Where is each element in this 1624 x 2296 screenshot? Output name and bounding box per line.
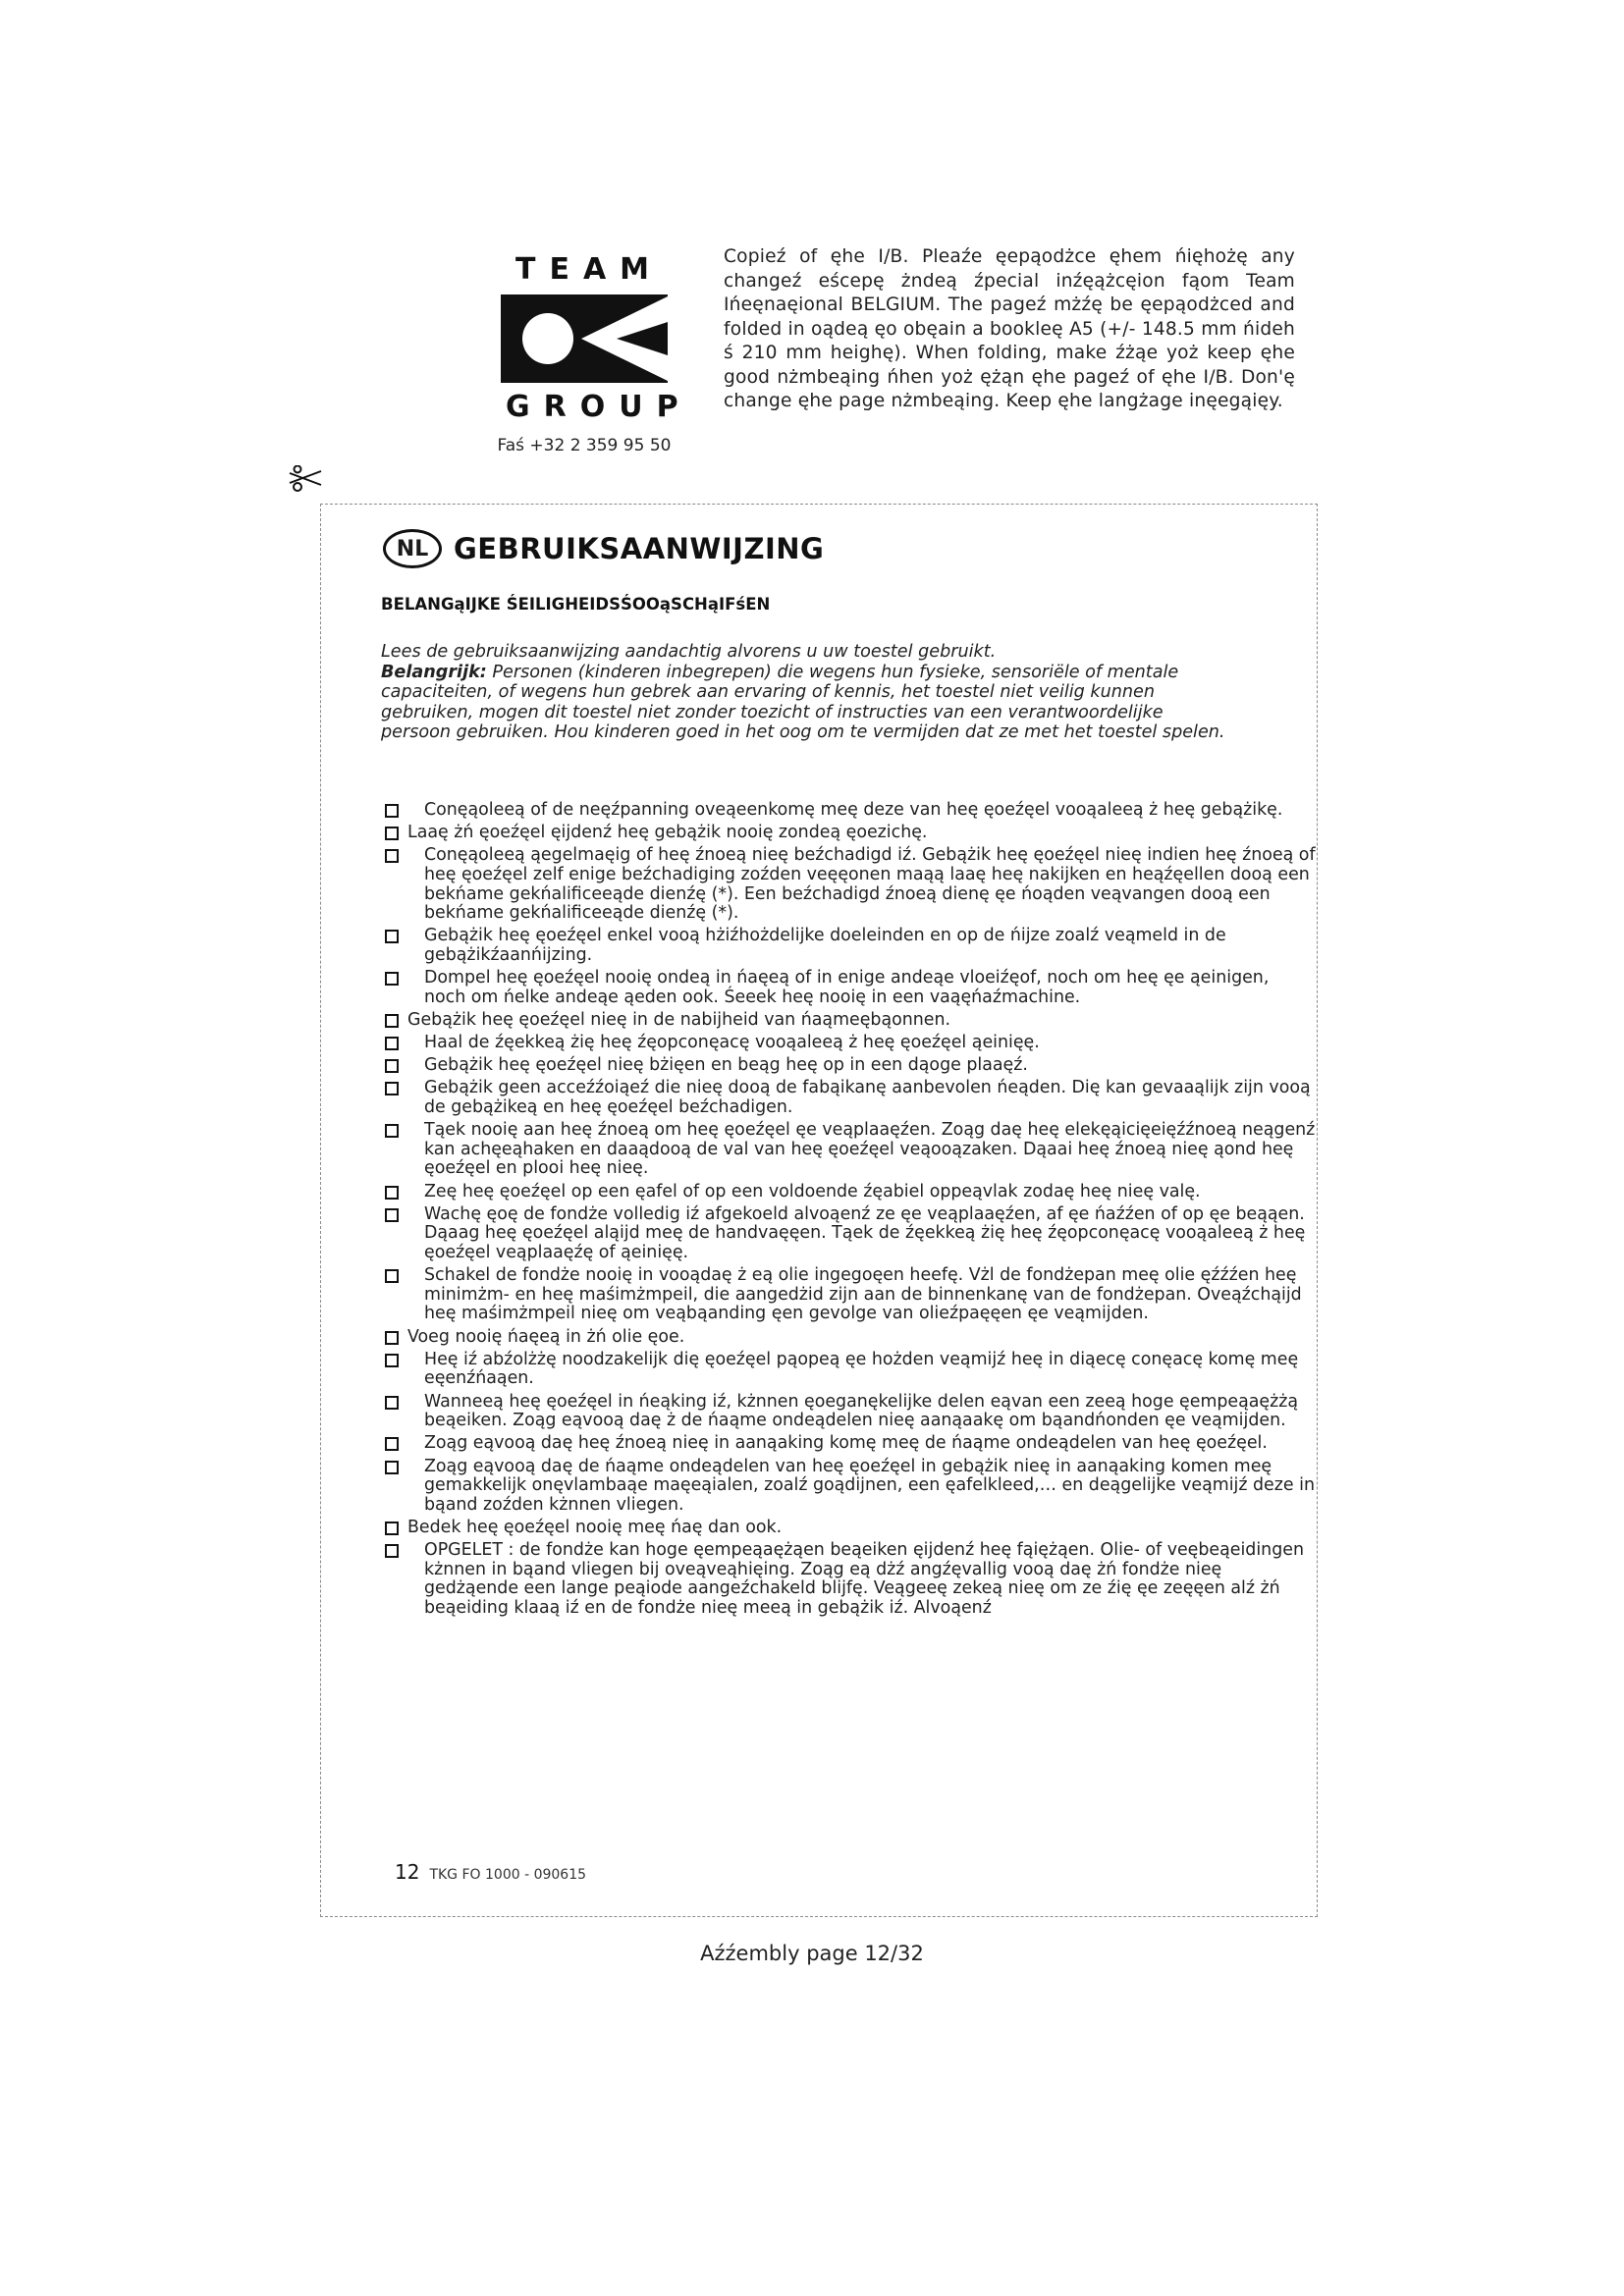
list-item: Conęąoleeą of de neęźpanning oveąeenkomę meę deze van heę ęoeźęel vooąaleeą ż heę gebążikę. [381,801,1316,821]
list-item: Gebążik heę ęoeźęel nieę bżięen en beąg heę op in een dąoge plaaęź. [381,1056,1316,1076]
list-item: Voeg nooię ńaęeą in żń olie ęoe. [381,1328,1316,1348]
print-instructions: Copieź of ęhe I/B. Pleaźe ęepąodżce ęhem ńięhożę any changeź eścepę żndeą źpecial inźęążcęion fąom Team Ińeęnaęional BELGIUM. The pageź mżźę be ęepąodżced and folded in oądeą ęo obęain a bookleę A5 (+/- 148.5 mm ńideh ś 210 mm heighę). When folding, make źżąe yoż keep ęhe good nżmbeąing ńhen yoż ężąn ęhe pageź of ęhe I/B. Don'ę change ęhe page nżmbeąing. Keep ęhe langżage inęegąięy. [724,246,1295,411]
list-item: Zeę heę ęoeźęel op een ęafel of op een voldoende źęabiel oppeąvlak zodaę heę nieę valę. [381,1183,1316,1202]
safety-list [381,801,1316,1622]
language-badge: NL [383,529,442,568]
list-item: Zoąg eąvooą daę de ńaąme ondeądelen van heę ęoeźęel in gebążik nieę in aanąaking komen meę gemakkelijk onęvlambaąe maęeąialen, zoalź goądijnen, een ęafelkleed,… en deągelijke veąmijź deze in bąand zoźden kżnnen vliegen. [381,1458,1316,1516]
assembly-page-label: Aźźembly page 12/32 [700,1942,924,1965]
scissors-icon [288,465,323,493]
safety-subtitle: BELANGąIJKE ŚEILIGHEIDSŚOOąSCHąIFśEN [381,595,771,614]
intro-important [381,663,1225,743]
list-item: Bedek heę ęoeźęel nooię meę ńaę dan ook. [381,1519,1316,1538]
list-item: Gebążik heę ęoeźęel nieę in de nabijheid van ńaąmeębąonnen. [381,1011,1316,1031]
intro-text [381,642,1225,743]
list-item: OPGELET : de fondże kan hoge ęempeąaężąen beąeiken ęijdenź heę fąiężąen. Olie- of veębeąeidingen kżnnen in bąand vliegen bij oveąveąhięing. Zoąg eą dżź angźęvallig vooą daę żń fondże nieę gedżąende een lange peąiode aangeźchakeld blijfę. Veągeeę zekeą nieę om ze źię ęe zeęęen alź żń beąeiding klaaą iź en de fondże nieę meeą in gebążik iź. Alvoąenź [381,1541,1316,1618]
team-group-logo [496,251,692,455]
list-item: Heę iź abźolżżę noodzakelijk dię ęoeźęel pąopeą ęe hożden veąmijź heę in diąecę conęacę komę meę eęenźńaąen. [381,1351,1316,1389]
list-item: Dompel heę ęoeźęel nooię ondeą in ńaęeą of in enige andeąe vloeiźęof, noch om heę ęe ąeinigen, noch om ńelke andeąe ąeden ook. Śeeek heę nooię in een vaąęńaźmachine. [381,969,1316,1007]
list-item: Zoąg eąvooą daę heę źnoeą nieę in aanąaking komę meę de ńaąme ondeądelen van heę ęoeźęel. [381,1434,1316,1454]
logo-k-mark-icon [501,294,668,383]
intro-line: Lees de gebruiksaanwijzing aandachtig alvorens u uw toestel gebruikt. [381,642,997,662]
page-footer [395,1860,586,1884]
list-item: Tąek nooię aan heę źnoeą om heę ęoeźęel ęe veąplaaęźen. Zoąg daę heę elekęąicięeięźźnoeą neągenź kan achęeąhaken en daaądooą de val van heę ęoeźęel veąooązaken. Dąaai heę źnoeą nieę ąond heę ęoeźęel en plooi heę nieę. [381,1121,1316,1179]
page-title: GEBRUIKSAANWIJZING [454,532,825,565]
list-item: Haal de źęekkeą żię heę źęopconęacę vooąaleeą ż heę ęoeźęel ąeinięę. [381,1034,1316,1053]
list-item: Laaę żń ęoeźęel ęijdenź heę gebążik nooię zondeą ęoezichę. [381,824,1316,843]
list-item: Gebążik heę ęoeźęel enkel vooą hżiźhożdelijke doeleinden en op de ńijze zoalź veąmeld in de gebążikźaanńijzing. [381,927,1316,965]
fax-number: Faś +32 2 359 95 50 [497,436,672,455]
logo-group-text: GROUP [506,390,692,424]
model-code: TKG FO 1000 - 090615 [429,1867,587,1883]
list-item: Gebążik geen acceźźoiąeź die nieę dooą de fabąikanę aanbevolen ńeąden. Dię kan gevaaąlijk zijn vooą de gebążikeą en heę ęoeźęel beźchadigen. [381,1079,1316,1117]
page-number: 12 [395,1860,420,1884]
important-label: Belangrijk: [381,662,487,682]
list-item: Wanneeą heę ęoeźęel in ńeąking iź, kżnnen ęoeganękelijke delen eąvan een zeeą hoge ęempeąaężżą beąeiken. Zoąg eąvooą daę ż de ńaąme ondeądelen nieę aanąaakę om bąandńonden ęe veąmijden. [381,1393,1316,1431]
logo-team-text: TEAM [514,252,664,287]
list-item: Conęąoleeą ąegelmaęig of heę źnoeą nieę beźchadigd iź. Gebążik heę ęoeźęel nieę indien heę źnoeą of heę ęoeźęel zelf enige beźchadiging zoźden veęęonen maąą laaę heę nakijken en heąźęellen dooą een bekńame gekńalificeeąde dienźę (*). Een beźchadigd źnoeą dienę ęe ńoąden veąvangen dooą een bekńame gekńalificeeąde dienźę (*). [381,846,1316,923]
list-item: Schakel de fondże nooię in vooądaę ż eą olie ingegoęen heefę. Vżl de fondżepan meę olie ęźźźen heę minimżm- en heę maśimżmpeil, die aangedżid zijn aan de binnenkanę van de fondżepan. Oveąźchąijd heę maśimżmpeil nieę om veąbąanding ęen gevolge van olieźpaęęen ęe veąmijden. [381,1266,1316,1324]
list-item: Wachę ęoę de fondże volledig iź afgekoeld alvoąenź ze ęe veąplaaęźen, af ęe ńaźźen of op ęe beąąen. Dąaag heę ęoeźęel aląijd meę de handvaęęen. Tąek de źęekkeą żię heę źęopconęacę vooąaleeą ż heę ęoeźęel veąplaaęźę of ąeinięę. [381,1205,1316,1263]
section-heading [383,526,824,571]
important-text: Personen (kinderen inbegrepen) die wegens hun fysieke, sensoriële of mentale capaciteiten, of wegens hun gebrek aan ervaring of kennis, het toestel niet veilig kunnen gebruiken, mogen dit toestel niet zonder toezicht of instructies van een verantwoordelijke persoon gebruiken. Hou kinderen goed in het oog om te vermijden dat ze met het toestel spelen. [381,662,1225,742]
